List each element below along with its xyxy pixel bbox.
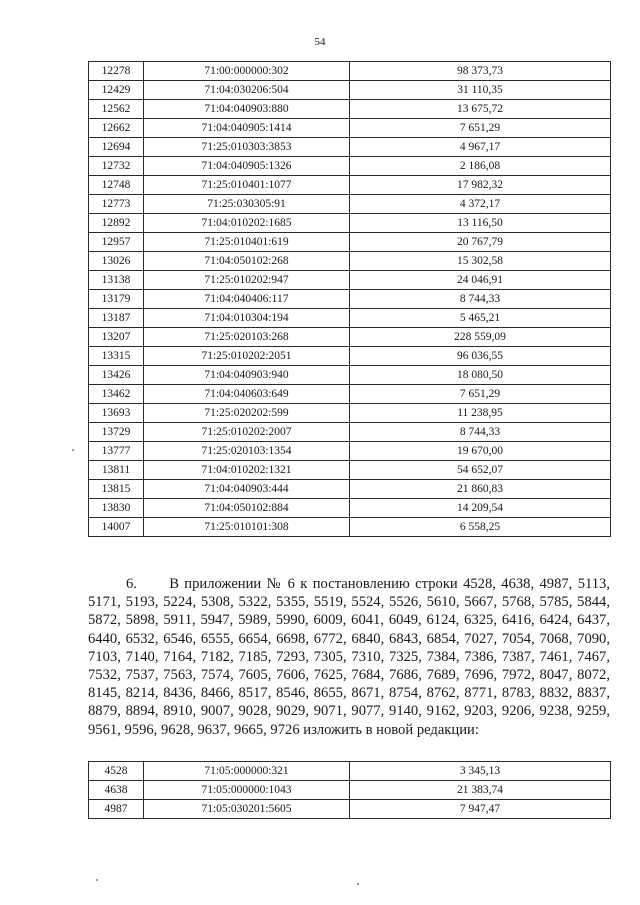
table-row xyxy=(89,404,611,423)
amount-cell: 24 046,91 xyxy=(350,271,611,290)
row-number-cell: 13187 xyxy=(89,309,144,328)
amount-cell: 6 558,25 xyxy=(350,518,611,537)
row-number-cell: 12429 xyxy=(89,81,144,100)
amount-cell: 228 559,09 xyxy=(350,328,611,347)
table-row xyxy=(89,480,611,499)
cadastral-table-bottom-body xyxy=(89,762,611,819)
table-row xyxy=(89,290,611,309)
amount-cell: 13 116,50 xyxy=(350,214,611,233)
scan-speck xyxy=(72,449,74,451)
amount-cell: 21 860,83 xyxy=(350,480,611,499)
cadastral-number-cell: 71:25:010303:3853 xyxy=(144,138,350,157)
cadastral-number-cell: 71:04:010202:1321 xyxy=(144,461,350,480)
amount-cell: 96 036,55 xyxy=(350,347,611,366)
table-row xyxy=(89,176,611,195)
row-number-cell: 12748 xyxy=(89,176,144,195)
amount-cell: 5 465,21 xyxy=(350,309,611,328)
amendment-paragraph xyxy=(88,575,610,739)
cadastral-number-cell: 71:04:040903:940 xyxy=(144,366,350,385)
paragraph-number: 6. xyxy=(126,576,137,592)
row-number-cell: 12892 xyxy=(89,214,144,233)
amount-cell: 20 767,79 xyxy=(350,233,611,252)
amount-cell: 15 302,58 xyxy=(350,252,611,271)
table-row xyxy=(89,442,611,461)
cadastral-number-cell: 71:25:030305:91 xyxy=(144,195,350,214)
table-row xyxy=(89,119,611,138)
row-number-cell: 13811 xyxy=(89,461,144,480)
cadastral-number-cell: 71:05:030201:5605 xyxy=(144,800,350,819)
cadastral-number-cell: 71:25:010401:619 xyxy=(144,233,350,252)
amount-cell: 21 383,74 xyxy=(350,781,611,800)
table-row xyxy=(89,518,611,537)
cadastral-number-cell: 71:25:020103:268 xyxy=(144,328,350,347)
table-row xyxy=(89,138,611,157)
cadastral-number-cell: 71:04:040905:1414 xyxy=(144,119,350,138)
row-number-cell: 12662 xyxy=(89,119,144,138)
amount-cell: 19 670,00 xyxy=(350,442,611,461)
cadastral-table-top-body xyxy=(89,62,611,537)
paragraph-text: В приложении № 6 к постановлению строки 4528, 4638, 4987, 5113, 5171, 5193, 5224, 5308, 5322, 5355, 5519, 5524, 5526, 5610, 5667, 5768, 5785, 5844, 5872, 5898, 5911, 5947, 5989, 5990, 6009, 6041, 6049, 6124, 6325, 6416, 6424, 6437, 6440, 6532, 6546, 6555, 6654, 6698, 6772, 6840, 6843, 6854, 7027, 7054, 7068, 7090, 7103, 7140, 7164, 7182, 7185, 7293, 7305, 7310, 7325, 7384, 7386, 7387, 7461, 7467, 7532, 7537, 7563, 7574, 7605, 7606, 7625, 7684, 7686, 7689, 7696, 7972, 8047, 8072, 8145, 8214, 8436, 8466, 8517, 8546, 8655, 8671, 8754, 8762, 8771, 8783, 8832, 8837, 8879, 8894, 8910, 9007, 9028, 9029, 9071, 9077, 9140, 9162, 9203, 9206, 9238, 9259, 9561, 9596, 9628, 9637, 9665, 9726 изложить в новой редакции: xyxy=(88,576,611,738)
table-row xyxy=(89,233,611,252)
amount-cell: 98 373,73 xyxy=(350,62,611,81)
scan-speck xyxy=(96,879,98,881)
row-number-cell: 12562 xyxy=(89,100,144,119)
cadastral-number-cell: 71:25:020202:599 xyxy=(144,404,350,423)
cadastral-number-cell: 71:25:020103:1354 xyxy=(144,442,350,461)
table-row xyxy=(89,195,611,214)
row-number-cell: 14007 xyxy=(89,518,144,537)
table-row xyxy=(89,100,611,119)
row-number-cell: 13815 xyxy=(89,480,144,499)
table-row xyxy=(89,214,611,233)
row-number-cell: 13179 xyxy=(89,290,144,309)
amount-cell: 3 345,13 xyxy=(350,762,611,781)
row-number-cell: 13138 xyxy=(89,271,144,290)
cadastral-number-cell: 71:25:010202:947 xyxy=(144,271,350,290)
table-row xyxy=(89,366,611,385)
amount-cell: 14 209,54 xyxy=(350,499,611,518)
table-row xyxy=(89,347,611,366)
cadastral-number-cell: 71:00:000000:302 xyxy=(144,62,350,81)
amount-cell: 18 080,50 xyxy=(350,366,611,385)
cadastral-number-cell: 71:25:010202:2007 xyxy=(144,423,350,442)
scan-speck xyxy=(357,883,359,885)
cadastral-number-cell: 71:25:010401:1077 xyxy=(144,176,350,195)
cadastral-number-cell: 71:25:010202:2051 xyxy=(144,347,350,366)
table-row xyxy=(89,157,611,176)
cadastral-number-cell: 71:05:000000:321 xyxy=(144,762,350,781)
row-number-cell: 13207 xyxy=(89,328,144,347)
row-number-cell: 13462 xyxy=(89,385,144,404)
table-row xyxy=(89,800,611,819)
row-number-cell: 12278 xyxy=(89,62,144,81)
table-row xyxy=(89,252,611,271)
amount-cell: 4 372,17 xyxy=(350,195,611,214)
amount-cell: 8 744,33 xyxy=(350,290,611,309)
row-number-cell: 13693 xyxy=(89,404,144,423)
amount-cell: 17 982,32 xyxy=(350,176,611,195)
amount-cell: 54 652,07 xyxy=(350,461,611,480)
amount-cell: 2 186,08 xyxy=(350,157,611,176)
table-row xyxy=(89,461,611,480)
table-row xyxy=(89,781,611,800)
cadastral-number-cell: 71:04:030206:504 xyxy=(144,81,350,100)
table-row xyxy=(89,309,611,328)
table-row xyxy=(89,62,611,81)
table-row xyxy=(89,271,611,290)
cadastral-number-cell: 71:04:010202:1685 xyxy=(144,214,350,233)
row-number-cell: 12957 xyxy=(89,233,144,252)
cadastral-number-cell: 71:04:050102:268 xyxy=(144,252,350,271)
row-number-cell: 13830 xyxy=(89,499,144,518)
amount-cell: 11 238,95 xyxy=(350,404,611,423)
row-number-cell: 12773 xyxy=(89,195,144,214)
table-row xyxy=(89,762,611,781)
amount-cell: 13 675,72 xyxy=(350,100,611,119)
page-number: 54 xyxy=(314,36,326,48)
row-number-cell: 4987 xyxy=(89,800,144,819)
cadastral-table-bottom xyxy=(88,761,611,819)
row-number-cell: 12732 xyxy=(89,157,144,176)
amount-cell: 4 967,17 xyxy=(350,138,611,157)
table-row xyxy=(89,499,611,518)
table-row xyxy=(89,81,611,100)
cadastral-number-cell: 71:04:040903:444 xyxy=(144,480,350,499)
cadastral-number-cell: 71:04:040905:1326 xyxy=(144,157,350,176)
cadastral-number-cell: 71:04:010304:194 xyxy=(144,309,350,328)
cadastral-number-cell: 71:04:040603:649 xyxy=(144,385,350,404)
cadastral-number-cell: 71:04:040406:117 xyxy=(144,290,350,309)
row-number-cell: 13426 xyxy=(89,366,144,385)
table-row xyxy=(89,385,611,404)
cadastral-table-top xyxy=(88,61,611,537)
row-number-cell: 13729 xyxy=(89,423,144,442)
cadastral-number-cell: 71:25:010101:308 xyxy=(144,518,350,537)
row-number-cell: 13777 xyxy=(89,442,144,461)
table-row xyxy=(89,328,611,347)
amount-cell: 7 651,29 xyxy=(350,119,611,138)
table-row xyxy=(89,423,611,442)
cadastral-number-cell: 71:04:050102:884 xyxy=(144,499,350,518)
row-number-cell: 13315 xyxy=(89,347,144,366)
cadastral-number-cell: 71:05:000000:1043 xyxy=(144,781,350,800)
amount-cell: 8 744,33 xyxy=(350,423,611,442)
row-number-cell: 4638 xyxy=(89,781,144,800)
row-number-cell: 4528 xyxy=(89,762,144,781)
row-number-cell: 12694 xyxy=(89,138,144,157)
amount-cell: 7 651,29 xyxy=(350,385,611,404)
amount-cell: 7 947,47 xyxy=(350,800,611,819)
amount-cell: 31 110,35 xyxy=(350,81,611,100)
cadastral-number-cell: 71:04:040903:880 xyxy=(144,100,350,119)
row-number-cell: 13026 xyxy=(89,252,144,271)
